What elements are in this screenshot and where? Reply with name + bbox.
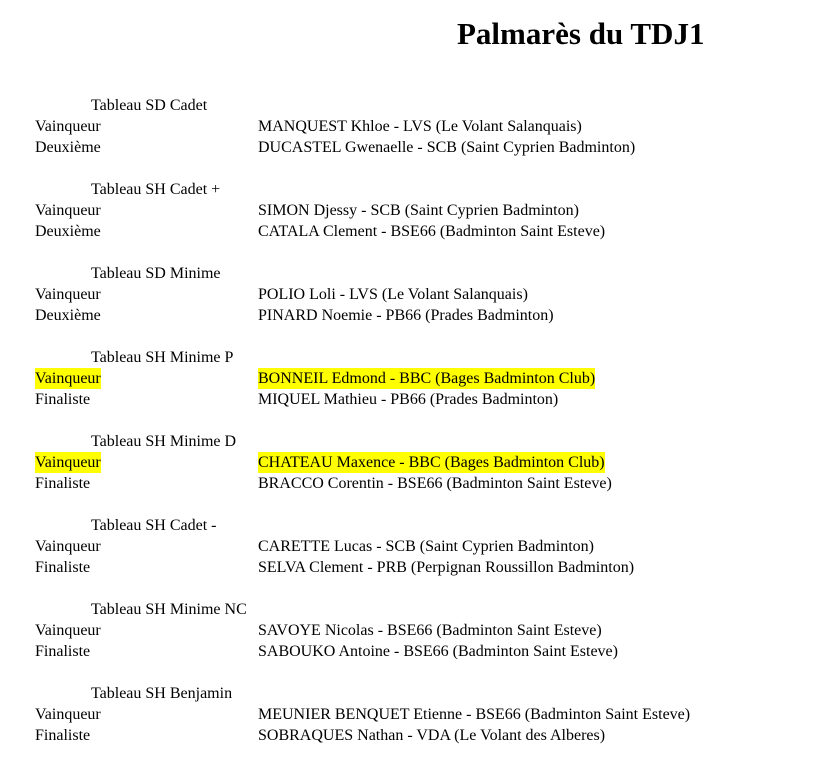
result-row <box>35 116 815 137</box>
result-row <box>35 473 815 494</box>
section-title: Tableau SH Minime D <box>91 433 237 450</box>
section-title: Tableau SH Minime NC <box>91 601 247 618</box>
section-title: Tableau SH Benjamin <box>91 685 233 702</box>
section-title: Tableau SH Cadet + <box>91 181 221 198</box>
player-name: MEUNIER BENQUET Etienne - BSE66 (Badminton Saint Esteve) <box>258 706 691 723</box>
section-sh-cadet-plus <box>35 179 815 242</box>
player-name: BRACCO Corentin - BSE66 (Badminton Saint Esteve) <box>258 475 612 492</box>
player-name: SABOUKO Antoine - BSE66 (Badminton Saint Esteve) <box>258 643 618 660</box>
player-name: SELVA Clement - PRB (Perpignan Roussillon Badminton) <box>258 559 635 576</box>
role-label: Deuxième <box>35 223 101 240</box>
role-label: Vainqueur <box>35 370 101 387</box>
role-label: Finaliste <box>35 475 91 492</box>
role-label: Vainqueur <box>35 202 101 219</box>
player-name: SAVOYE Nicolas - BSE66 (Badminton Saint Esteve) <box>258 622 602 639</box>
page-title: Palmarès du TDJ1 <box>457 16 705 51</box>
section-sh-cadet-minus <box>35 515 815 578</box>
section-sh-benjamin <box>35 683 815 746</box>
player-name: BONNEIL Edmond - BBC (Bages Badminton Club) <box>258 370 596 387</box>
result-row <box>35 200 815 221</box>
section-title: Tableau SD Minime <box>91 265 221 282</box>
result-row <box>35 284 815 305</box>
role-label: Deuxième <box>35 139 101 156</box>
result-row <box>35 368 815 389</box>
section-sd-minime <box>35 263 815 326</box>
results-list <box>35 95 815 767</box>
section-title: Tableau SH Cadet - <box>91 517 217 534</box>
role-label: Vainqueur <box>35 286 101 303</box>
role-label: Finaliste <box>35 643 91 660</box>
section-title: Tableau SH Minime P <box>91 349 234 366</box>
role-label: Deuxième <box>35 307 101 324</box>
result-row <box>35 536 815 557</box>
result-row <box>35 221 815 242</box>
player-name: DUCASTEL Gwenaelle - SCB (Saint Cyprien Badminton) <box>258 139 636 156</box>
player-name: MANQUEST Khloe - LVS (Le Volant Salanquais) <box>258 118 582 135</box>
role-label: Vainqueur <box>35 622 101 639</box>
role-label: Vainqueur <box>35 454 101 471</box>
result-row <box>35 137 815 158</box>
result-row <box>35 620 815 641</box>
result-row <box>35 305 815 326</box>
result-row <box>35 389 815 410</box>
section-sh-minime-nc <box>35 599 815 662</box>
role-label: Vainqueur <box>35 118 101 135</box>
result-row <box>35 725 815 746</box>
section-sh-minime-d <box>35 431 815 494</box>
section-sd-cadet <box>35 95 815 158</box>
result-row <box>35 704 815 725</box>
role-label: Vainqueur <box>35 538 101 555</box>
player-name: POLIO Loli - LVS (Le Volant Salanquais) <box>258 286 528 303</box>
player-name: MIQUEL Mathieu - PB66 (Prades Badminton) <box>258 391 559 408</box>
player-name: SOBRAQUES Nathan - VDA (Le Volant des Alberes) <box>258 727 606 744</box>
role-label: Vainqueur <box>35 706 101 723</box>
player-name: CHATEAU Maxence - BBC (Bages Badminton Club) <box>258 454 605 471</box>
player-name: CATALA Clement - BSE66 (Badminton Saint Esteve) <box>258 223 606 240</box>
player-name: PINARD Noemie - PB66 (Prades Badminton) <box>258 307 554 324</box>
section-title: Tableau SD Cadet <box>91 97 208 114</box>
result-row <box>35 452 815 473</box>
result-row <box>35 641 815 662</box>
player-name: SIMON Djessy - SCB (Saint Cyprien Badminton) <box>258 202 579 219</box>
role-label: Finaliste <box>35 391 91 408</box>
section-sh-minime-p <box>35 347 815 410</box>
role-label: Finaliste <box>35 559 91 576</box>
role-label: Finaliste <box>35 727 91 744</box>
result-row <box>35 557 815 578</box>
player-name: CARETTE Lucas - SCB (Saint Cyprien Badminton) <box>258 538 594 555</box>
